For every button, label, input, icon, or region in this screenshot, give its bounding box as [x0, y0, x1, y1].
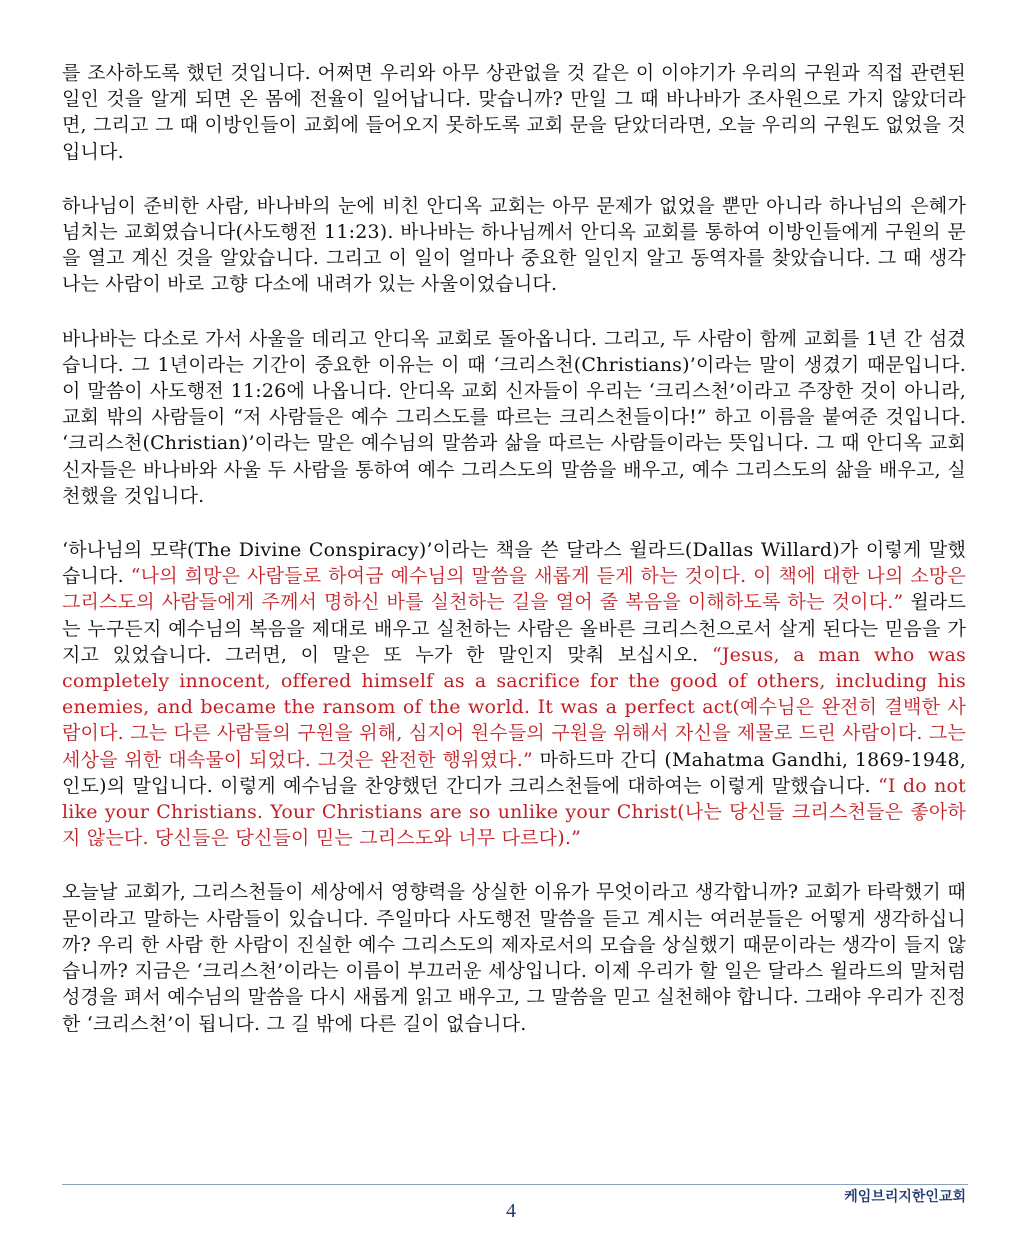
paragraph-text: 를 조사하도록 했던 것입니다. 어쩌면 우리와 아무 상관없을 것 같은 이 이야기가 우리의 구원과 직접 관련된 일인 것을 알게 되면 온 몸에 전율이 일어납니다. 맞습니까? 만일 그 때 바나바가 조사원으로 가지 않았더라면, 그리고 그 때 이방인들이 교회에 들어오지 못하도록 교회 문을 닫았더라면, 오늘 우리의 구원도 없었을 것입니다.: [62, 62, 966, 163]
paragraph-2: [62, 193, 966, 298]
paragraph-text: 하나님이 준비한 사람, 바나바의 눈에 비친 안디옥 교회는 아무 문제가 없었을 뿐만 아니라 하나님의 은혜가 넘치는 교회였습니다(사도행전 11:23). 바나바는 하나님께서 안디옥 교회를 통하여 이방인들에게 구원의 문을 열고 계신 것을 알았습니다. 그리고 이 일이 얼마나 중요한 일인지 알고 동역자를 찾았습니다. 그 때 생각나는 사람이 바로 고향 다소에 내려가 있는 사울이었습니다.: [62, 194, 966, 296]
church-name: 케임브리지한인교회: [844, 1189, 966, 1205]
paragraph-text: ‘하나님의 모략(The Divine Conspiracy)’이라는 책을 쓴 달라스 윌라드(Dallas Willard)가 이렇게 말했습니다.: [62, 539, 966, 588]
paragraph-text: 오늘날 교회가, 그리스천들이 세상에서 영향력을 상실한 이유가 무엇이라고 생각합니까? 교회가 타락했기 때문이라고 말하는 사람들이 있습니다. 주일마다 사도행전 말씀을 듣고 계시는 여러분들은 어떻게 생각하십니까? 우리 한 사람 한 사람이 진실한 예수 그리스도의 제자로서의 모습을 상실했기 때문이라는 생각이 들지 않습니까? 지금은 ‘크리스천’이라는 이름이 부끄러운 세상입니다. 이제 우리가 할 일은 달라스 윌라드의 말처럼 성경을 펴서 예수님의 말씀을 다시 새롭게 읽고 배우고, 그 말씀을 믿고 실천해야 합니다. 그래야 우리가 진정한 ‘크리스천’이 됩니다. 그 길 밖에 다른 길이 없습니다.: [62, 881, 966, 1035]
paragraph-4: [62, 537, 966, 851]
footer-divider: [62, 1184, 968, 1185]
paragraph-text: 윌라드는 누구든지 예수님의 복음을 제대로 배우고 실천하는 사람은 올바른 크리스천으로서 살게 된다는 믿음을 가지고 있었습니다. 그러면, 이 말은 또 누가 한 말인지 맞춰 보십시오.: [62, 591, 966, 666]
gandhi-quote-jesus: “Jesus, a man who was completely innocent, offered himself as a sacrifice for the good of others, including his enemies, and became the ransom of the world. It was a perfect act(예수님은 완전히 결백한 사람이다. 그는 다른 사람들의 구원을 위해, 심지어 원수들의 구원을 위해서 자신을 제물로 드린 사람이다. 그는 세상을 위한 대속물이 되었다. 그것은 완전한 행위였다.”: [62, 643, 966, 771]
gandhi-quote-christians: “I do not like your Christians. Your Christians are so unlike your Christ(나는 당신들 크리스천들은 좋아하지 않는다. 당신들은 당신들이 믿는 그리스도와 너무 다르다).”: [62, 774, 966, 850]
paragraph-3: [62, 326, 966, 509]
paragraph-1: [62, 60, 966, 165]
page-number: 4: [506, 1200, 516, 1222]
paragraph-5: [62, 879, 966, 1036]
paragraph-text: 마하드마 간디 (Mahatma Gandhi, 1869-1948, 인도)의 말입니다. 이렇게 예수님을 찬양했던 간디가 크리스천들에 대하여는 이렇게 말했습니다.: [62, 748, 966, 797]
willard-quote: “나의 희망은 사람들로 하여금 예수님의 말씀을 새롭게 듣게 하는 것이다. 이 책에 대한 나의 소망은 그리스도의 사람들에게 주께서 명하신 바를 실천하는 길을 열어 줄 복음을 이해하도록 하는 것이다.”: [62, 565, 966, 614]
page-body: [62, 60, 966, 1065]
paragraph-text: 바나바는 다소로 가서 사울을 데리고 안디옥 교회로 돌아옵니다. 그리고, 두 사람이 함께 교회를 1년 간 섬겼습니다. 그 1년이라는 기간이 중요한 이유는 이 때 ‘크리스천(Christians)’이라는 말이 생겼기 때문입니다. 이 말씀이 사도행전 11:26에 나옵니다. 안디옥 교회 신자들이 우리는 ‘크리스천’이라고 주장한 것이 아니라, 교회 밖의 사람들이 “저 사람들은 예수 그리스도를 따르는 크리스천들이다!” 하고 이름을 붙여준 것입니다. ‘크리스천(Christian)’이라는 말은 예수님의 말씀과 삶을 따르는 사람들이라는 뜻입니다. 그 때 안디옥 교회 신자들은 바나바와 사울 두 사람을 통하여 예수 그리스도의 말씀을 배우고, 예수 그리스도의 삶을 배우고, 실천했을 것입니다.: [62, 327, 966, 507]
